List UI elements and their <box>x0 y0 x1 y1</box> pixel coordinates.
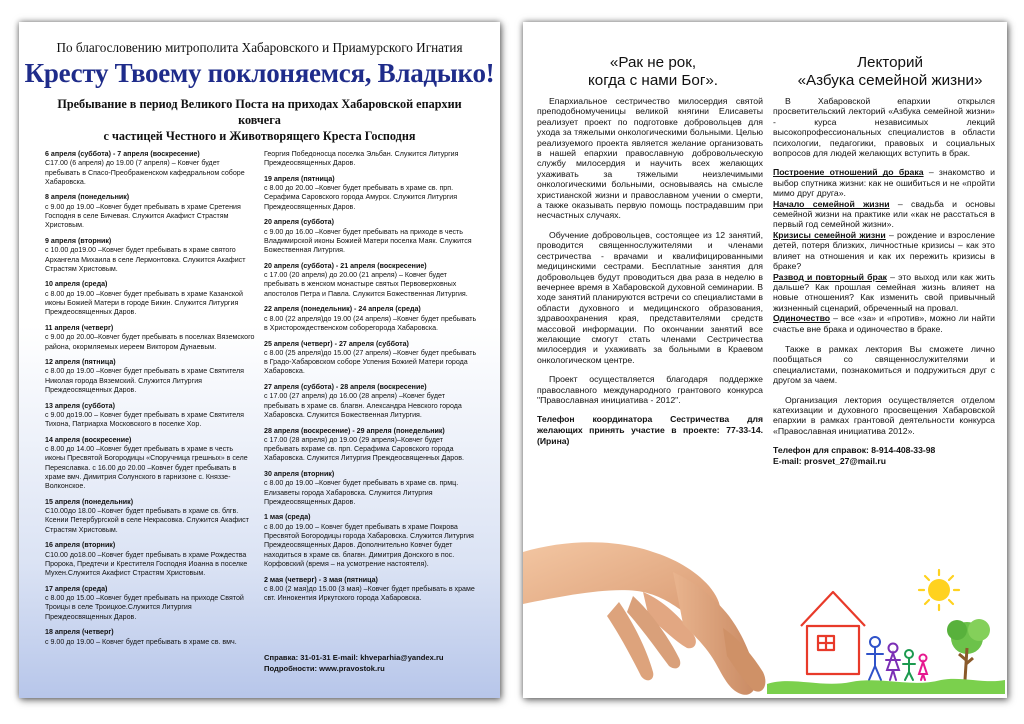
schedule-entry <box>45 237 255 274</box>
schedule-date: 20 апреля (суббота) <box>264 218 334 227</box>
sun-icon <box>919 570 959 610</box>
schedule-date: 18 апреля (четверг) <box>45 628 114 637</box>
schedule-text: с 8.00 до 14.00 –Ковчег будет пребывать в храме в честь иконы Пресвятой Богородицы «Споручница грешных» в селе Переяславка. с 16.00 до 20.00 –Ковчег будет пребывать в храме вмч. Димитрия Солунского в гарнизоне с. Княззе-Волконское. <box>45 445 248 491</box>
schedule-entry <box>264 262 477 299</box>
schedule-text: с 8.00 до 19.00 –Ковчег будет пребывать в храме Казанской иконы Божией Матери в городе Бикин. Служится Литургия Преждеосвященных Даров. <box>45 289 243 317</box>
schedule-date: 28 апреля (воскресение) - 29 апреля (понедельник) <box>264 426 445 435</box>
schedule-text: Георгия Победоносца поселка Эльбан. Служится Литургия Преждеосвященных Даров. <box>264 150 459 168</box>
schedule-date: 1 мая (среда) <box>264 513 311 522</box>
topic-heading: Одиночество <box>773 313 831 324</box>
schedule-date: 2 мая (четверг) - 3 мая (пятница) <box>264 575 378 584</box>
coordinator-phone: Телефон координатора Сестричества для желающих принять участие в проекте: 77-33-14. (Ирина) <box>537 414 763 446</box>
schedule-text: с 9.00 до19.00 – Ковчег будет пребывать в храме Святителя Тихона, Патриарха Московского в поселке Хор. <box>45 410 244 429</box>
schedule-date: 13 апреля (суббота) <box>45 401 115 410</box>
schedule-text: с 9.00 до 16.00 –Ковчег будет пребывать на приходе в честь Владимирской иконы Божией Матери поселка Маяк. Служится Божественная Литургия. <box>264 227 472 255</box>
schedule-entry <box>45 541 255 578</box>
main-title: Кресту Твоему поклоняемся, Владыко! <box>24 58 495 88</box>
schedule-text: с 8.00 до 19.00 –Ковчег будет пребывать в храме Святителя Николая города Вяземский. Служится Литургия Преждеосвященных Даров. <box>45 367 244 395</box>
schedule-text: с 10.00 до19.00 –Ковчег будет пребывать в храме святого Архангела Михаила в селе Лермонтовка. Служится Акафист Страстям Христовым. <box>45 246 246 273</box>
schedule-text: С10.00до 18.00 –Ковчег будет пребывать в храме св. блгв. Ксении Петербургской в селе Некрасовка. Служится Акафист Страстям Христовым. <box>45 507 249 534</box>
schedule-date: 12 апреля (пятница) <box>45 358 116 367</box>
section-title-lectorium <box>785 54 995 90</box>
schedule-text: С10.00 до18.00 –Ковчег будет пребывать в храме Рождества Пророка, Предтечи и Крестителя Господня Иоанна в поселке Мухен.Служится Акафист Страстям Христовым. <box>45 550 248 578</box>
lectorium-phone: Телефон для справок: 8-914-408-33-98 <box>773 445 936 456</box>
schedule-text: с 9.00 до 19.00 – Ковчег будет пребывать в храме св. вмч. <box>45 637 237 646</box>
contacts-phone-email: Справка: 31-01-31 E-mail: khveparhia@yandex.ru <box>264 653 444 662</box>
lectorium-article <box>773 96 995 466</box>
schedule-entry <box>264 150 477 169</box>
house-icon <box>801 592 865 674</box>
article-paragraph: Обучение добровольцев, состоящее из 12 занятий, проводится священнослужителями и членами сестричества - врачами и квалифицированными медицинскими сестрами. Бесплатные занятия для добровольцев будут проводиться два раза в неделю в вечернее время в Хабаровской духовной семинарии. В ходе занятий планируются встречи со специалистами в области духовного и медицинского образования, здравоохранения края, представителями средств массовой информации. По окончании занятий все желающие смогут стать членами Сестричества милосердия и ухаживать за больными в Краевом онкологическом центре. <box>537 229 763 365</box>
schedule-entry <box>45 193 255 230</box>
schedule-column-right <box>264 150 477 610</box>
section-title-cancer-line-1: «Рак не рок, <box>609 54 697 71</box>
schedule-entry <box>264 383 477 420</box>
topics-list <box>773 167 995 334</box>
contacts-left <box>264 652 479 674</box>
schedule-text: С17.00 (6 апреля) до 19.00 (7 апреля) – Ковчег будет пребывать в Спасо-Преображенском кафедральном соборе Хабаровска. <box>45 159 245 186</box>
schedule-date: 30 апреля (вторник) <box>264 469 335 478</box>
article-paragraph: Епархиальное сестричество милосердия святой преподобномученицы великой княгини Елисаветы реализует проект по подготовке добровольцев для ухода за тяжелыми онкологическими больными. Целью реализуемого проекта является желание организовать в нашей епархии православную добровольческую службу милосердия и научить всех желающих ухаживать за тяжелыми неизлечимыми онкологическими больными, основываясь на смысле христианской жизни и православном учении о смерти, а также оказывать первую помощь пострадавшим при несчастных случаях. <box>537 96 763 221</box>
schedule-entry <box>45 150 255 187</box>
schedule-text: с 17.00 (20 апреля) до 20.00 (21 апреля) – Ковчег будет пребывать в женском монастыре святых Первоверховных апостолов Петра и Павла. Служится Божественная Литургия. <box>264 271 468 298</box>
leaflet-page-left <box>19 22 500 698</box>
schedule-entry <box>45 498 255 535</box>
schedule-text: с 17.00 (27 апреля) до 16.00 (28 апреля) –Ковчег будет пребывать в храме св. благвн. Александра Невского города Хабаровска. Служится Божественная Литургия. <box>264 392 462 419</box>
topic-item <box>773 230 995 272</box>
sisterhood-article <box>537 96 763 455</box>
schedule-entry <box>45 585 255 622</box>
schedule-date: 11 апреля (четверг) <box>45 323 114 332</box>
topic-heading: Построение отношений до брака <box>773 167 924 178</box>
hands-photo <box>523 500 775 698</box>
schedule-entry <box>264 340 477 377</box>
schedule-entry <box>45 628 255 647</box>
schedule-entry <box>264 218 477 255</box>
schedule-text: с 8.00 (22 апреля)до 19.00 (24 апреля) –Ковчег будет пребывать в Христорождественском соборегорода Хабаровска. <box>264 314 477 332</box>
blessing-line: По благословению митрополита Хабаровского и Приамурского Игнатия <box>56 40 463 55</box>
topic-heading: Кризисы семейной жизни <box>773 229 886 240</box>
tree-icon <box>947 619 990 680</box>
topic-item <box>773 313 995 334</box>
schedule-text: с 8.00 до 15.00 –Ковчег будет пребывать на приходе Святой Троицы в селе Троицкое.Служится Литургия Преждеосвященных Даров. <box>45 594 244 621</box>
topic-item <box>773 199 995 230</box>
topic-text: – знакомство и выбор спутника жизни: как не ошибиться и не «пройти мимо друг друга». <box>773 167 995 199</box>
schedule-text: с 8.00 до 19.00 – Ковчег будет пребывать в храме Покрова Пресвятой Богородицы города Хабаровска. Служится Литургия Преждеосвященных Даров. Дополнительно Ковчег будет находиться в храме св. благвн. Димитрия Донского в пос. Корфовский (время – на усмотрение настоятеля). <box>264 522 474 568</box>
family-figures-icon <box>867 637 927 680</box>
schedule-date: 15 апреля (понедельник) <box>45 497 134 506</box>
schedule-entry <box>45 358 255 395</box>
topic-item <box>773 272 995 314</box>
topic-heading: Начало семейной жизни <box>773 198 890 209</box>
schedule-column-left <box>45 150 255 653</box>
schedule-entry <box>264 305 477 333</box>
subtitle <box>37 96 482 144</box>
schedule-date: 14 апреля (воскресение) <box>45 435 132 444</box>
schedule-date: 27 апреля (суббота) - 28 апреля (воскресение) <box>264 383 427 392</box>
schedule-date: 22 апреля (понедельник) - 24 апреля (среда) <box>264 305 421 314</box>
schedule-entry <box>264 576 477 604</box>
article-paragraph: Также в рамках лектория Вы сможете лично пообщаться со священнослужителями и специалистами, познакомиться и подружиться друг с другом за чаем. <box>773 343 995 386</box>
child-drawing <box>761 568 1007 698</box>
schedule-text: с 8.00 (2 мая)до 15.00 (3 мая) –Ковчег будет пребывать в храме свт. Иннокентия Иркутского города Хабаровска. <box>264 584 475 603</box>
contacts-website: Подробности: www.pravostok.ru <box>264 664 385 673</box>
schedule-entry <box>45 436 255 492</box>
schedule-entry <box>264 513 477 569</box>
topic-text: – рождение и взросление детей, потеря близких, личностные кризисы – как это влияет на отношения и как их пережить кризисы в браке? <box>773 229 995 272</box>
schedule-entry <box>45 324 255 352</box>
topic-text: – все «за» и «против», можно ли найти счастье вне брака и одиночество в браке. <box>773 313 995 334</box>
schedule-text: с 9.00 до 20.00–Ковчег будет пребывать в поселках Вяземского района, окормляемых иереем Виктором Дунаевым. <box>45 333 255 351</box>
article-paragraph: Организация лектория осуществляется отделом катехизации и духовного просвещения Хабаровской епархии в рамках грантовой деятельности конкурса «Православная инициатива 2012». <box>773 394 995 436</box>
article-paragraph: Проект осуществляется благодаря поддержке православного международного грантового конкурса "Православная инициатива - 2012". <box>537 374 763 405</box>
schedule-date: 19 апреля (пятница) <box>264 174 335 183</box>
section-title-cancer-line-2: когда с нами Бог». <box>587 72 719 89</box>
article-paragraph: В Хабаровской епархии открылся просветительский лекторий «Азбука семейной жизни» - курса независимых лекций высокопрофессиональных специалистов в области психологии, педагогики, правовых и социальных вопросов для людей желающих вступить в брак. <box>773 96 995 159</box>
grass-icon <box>767 679 1005 694</box>
schedule-entry <box>264 470 477 507</box>
schedule-text: с 8.00 до 19.00 –Ковчег будет пребывать в храме св. прмц. Елизаветы города Хабаровска. Служится Литургия Преждеосвященных Даров. <box>264 479 459 506</box>
schedule-date: 16 апреля (вторник) <box>45 541 116 550</box>
schedule-date: 17 апреля (среда) <box>45 584 108 593</box>
schedule-text: с 8.00 (25 апреля)до 15.00 (27 апреля) –Ковчег будет пребывать в Градо-Хабаровском соборе Успения Божией Матери города Хабаровска. <box>264 348 477 376</box>
leaflet-page-right <box>523 22 1007 698</box>
schedule-date: 9 апреля (вторник) <box>45 236 112 245</box>
topic-heading: Развод и повторный брак <box>773 271 888 282</box>
schedule-entry <box>264 427 477 464</box>
schedule-entry <box>264 175 477 212</box>
section-title-cancer <box>543 54 763 90</box>
schedule-date: 10 апреля (среда) <box>45 280 108 289</box>
topic-text: – это выход или как жить дальше? Как прошлая семейная жизнь влияет на новые отношения? Как изменить свой привычный жизненный сценарий, обреченный на провал. <box>773 271 996 313</box>
schedule-date: 8 апреля (понедельник) <box>45 193 130 202</box>
schedule-entry <box>45 280 255 317</box>
schedule-date: 6 апреля (суббота) - 7 апреля (воскресение) <box>45 150 200 158</box>
schedule-text: с 9.00 до 19.00 –Ковчег будет пребывать в храме Сретения Господня в селе Бичевая. Служится Акафист Страстям Христовым. <box>45 202 241 230</box>
subtitle-line-2: с частицей Честного и Животворящего Креста Господня <box>103 129 416 143</box>
section-title-lectorium-line-2: «Азбука семейной жизни» <box>797 72 983 89</box>
schedule-text: с 17.00 (28 апреля) до 19.00 (29 апреля)–Ковчег будет пребывать вхраме св. прп. Серафима Саровского города Хабаровска. Служится Литургия Преждеосвященных Даров. <box>264 435 464 463</box>
schedule-date: 20 апреля (суббота) - 21 апреля (воскресение) <box>264 261 427 270</box>
schedule-date: 25 апреля (четверг) - 27 апреля (суббота) <box>264 339 409 348</box>
schedule-entry <box>45 402 255 430</box>
lectorium-email: E-mail: prosvet_27@mail.ru <box>773 455 886 466</box>
topic-item <box>773 167 995 198</box>
section-title-lectorium-line-1: Лекторий <box>857 54 923 71</box>
schedule-text: с 8.00 до 20.00 –Ковчег будет пребывать в храме св. прп. Серафима Саровского города Амурск. Служится Литургия Преждеосвященных Даров. <box>264 184 458 211</box>
subtitle-line-1: Пребывание в период Великого Поста на приходах Хабаровской епархии ковчега <box>57 97 462 127</box>
topic-text: – свадьба и основы семейной жизни на практике или «как не расстаться в первый год семейной жизни». <box>773 198 995 230</box>
